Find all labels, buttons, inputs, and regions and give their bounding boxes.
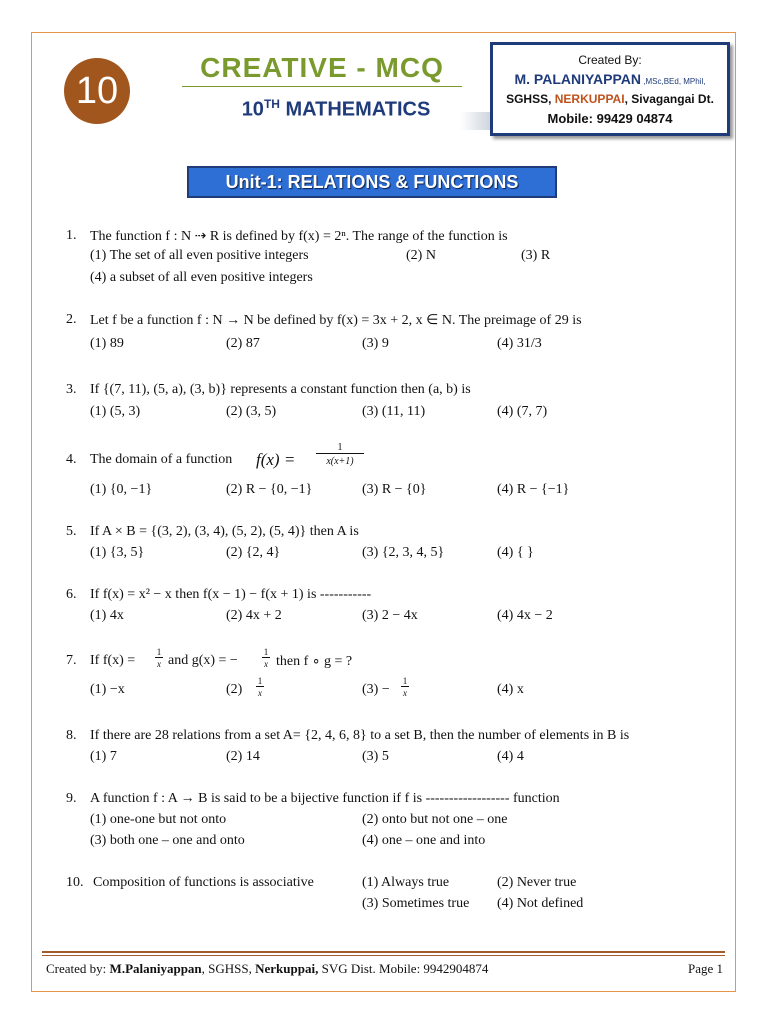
author-mobile: Mobile: 99429 04874 <box>547 111 673 126</box>
unit-heading: Unit-1: RELATIONS & FUNCTIONS <box>187 166 557 198</box>
page-footer: Created by: M.Palaniyappan, SGHSS, Nerkuppai, SVG Dist. Mobile: 9942904874 Page 1 <box>46 961 723 976</box>
page-subtitle: 10TH MATHEMATICS <box>241 97 431 121</box>
title-underline <box>182 86 462 87</box>
author-name: M. PALANIYAPPAN ,MSc,BEd, MPhil, <box>514 71 706 87</box>
page-number: Page 1 <box>687 961 723 976</box>
subtitle-shadow <box>460 112 490 130</box>
author-school: SGHSS, NERKUPPAI, Sivagangai Dt. <box>506 92 714 106</box>
created-by-label: Created By: <box>578 53 642 67</box>
footer-rule-thin <box>42 955 725 956</box>
author-box <box>490 42 730 136</box>
page-title: CREATIVE - MCQ <box>200 52 444 83</box>
grade-badge: 10 <box>64 58 130 124</box>
footer-rule <box>42 951 725 953</box>
